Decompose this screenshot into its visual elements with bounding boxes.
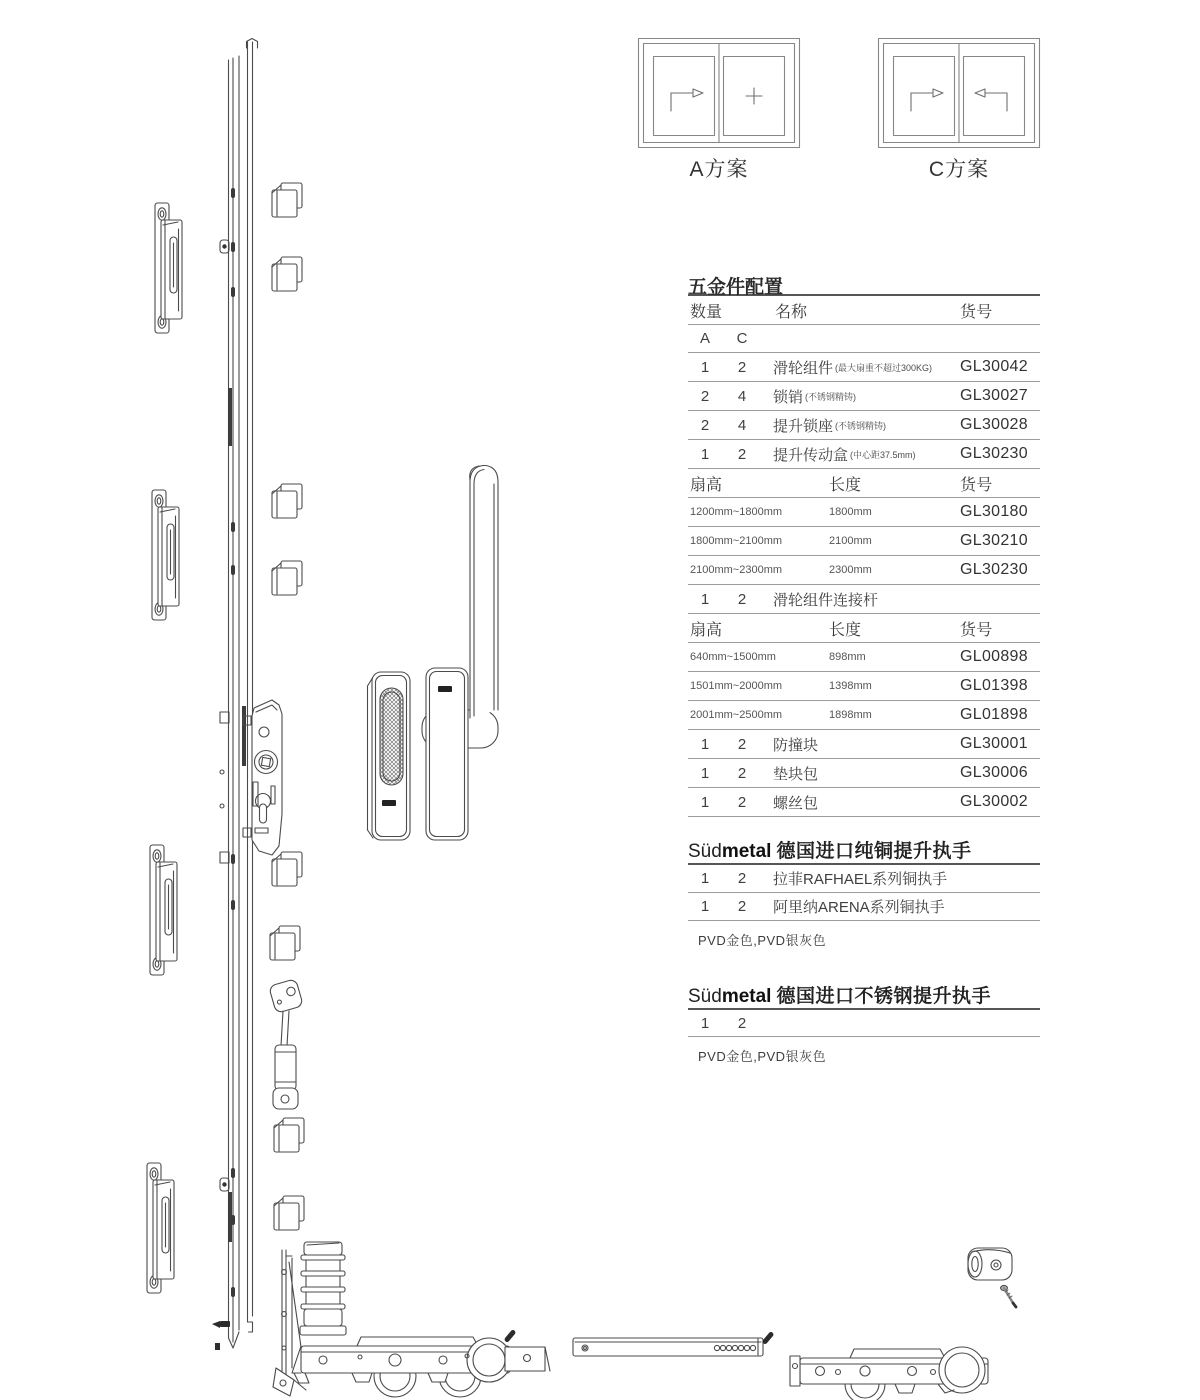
slide-arrow-icon	[911, 89, 943, 111]
size-header-row: 扇高 长度 货号	[688, 469, 1040, 498]
section-title: Südmetal 德国进口不锈钢提升执手	[688, 981, 1040, 1010]
roller-carriage-left-drawing	[292, 1337, 550, 1397]
brand-logo: Südmetal	[688, 841, 772, 862]
table-row: 1 2 拉菲RAFHAEL系列铜执手	[688, 865, 1040, 893]
roller-carriage-right-drawing	[790, 1347, 988, 1400]
connector-strut-drawing	[269, 979, 304, 1109]
size-row: 2100mm~2300mm 2300mm GL30230	[688, 556, 1040, 585]
flush-pull-drawing	[368, 672, 411, 840]
lock-pin-cube-drawing	[272, 561, 302, 595]
table-row: 1 2	[688, 1010, 1040, 1037]
size-row: 2001mm~2500mm 1898mm GL01898	[688, 701, 1040, 730]
lock-pin-cube-drawing	[272, 852, 302, 886]
lock-pin-cube-drawing	[272, 257, 302, 291]
hardware-config-table	[688, 272, 1040, 817]
lock-pin-cube-drawing	[274, 1196, 304, 1230]
plan-a: A	[699, 330, 710, 347]
connecting-bar-drawing	[573, 1338, 763, 1356]
lift-rail-drawing	[215, 39, 258, 1351]
table-title: 五金件配置	[688, 272, 1040, 296]
size-header-row: 扇高 长度 货号	[688, 614, 1040, 643]
lock-keeper-drawing	[150, 845, 177, 975]
lock-pin-cube-drawing	[272, 183, 302, 217]
plan-c-label: C方案	[928, 158, 990, 181]
lock-pin-cube-drawing	[272, 484, 302, 518]
lock-pin-cube-drawing	[270, 926, 300, 960]
table-row: 1 2 滑轮组件 (最大扇重不超过300KG) GL30042	[688, 353, 1040, 382]
brass-handle-section	[688, 836, 1040, 949]
table-row: 1 2 提升传动盒 (中心距37.5mm) GL30230	[688, 440, 1040, 469]
screw-pin-drawing	[504, 1329, 517, 1343]
table-row: 1 2 垫块包 GL30006	[688, 759, 1040, 788]
slide-arrow-left-icon	[975, 89, 1007, 111]
slide-arrow-icon	[671, 89, 703, 111]
plan-a-label: A方案	[689, 158, 749, 181]
lock-keeper-drawing	[155, 203, 182, 333]
screw-pin-drawing	[762, 1331, 775, 1345]
plan-c: C	[736, 330, 748, 347]
steel-handle-section	[688, 981, 1040, 1065]
size-row: 640mm~1500mm 898mm GL00898	[688, 643, 1040, 672]
fixed-plus-icon	[746, 88, 762, 104]
lock-keeper-drawing	[147, 1163, 174, 1293]
gearbox-drawing	[243, 700, 282, 855]
lock-pin-cube-drawing	[274, 1118, 304, 1152]
window-diagram-a	[639, 39, 800, 148]
size-row: 1800mm~2100mm 2100mm GL30210	[688, 527, 1040, 556]
table-row: 1 2 阿里纳ARENA系列铜执手	[688, 893, 1040, 921]
brand-mark	[382, 800, 396, 806]
size-row: 1501mm~2000mm 1398mm GL01398	[688, 672, 1040, 701]
lift-handle-drawing	[422, 466, 498, 841]
lock-knob	[220, 240, 229, 253]
table-row: 1 2 螺丝包 GL30002	[688, 788, 1040, 817]
lock-knob	[220, 1178, 229, 1191]
plan-header-row	[688, 325, 1040, 353]
finish-note: PVD金色,PVD银灰色	[698, 933, 827, 948]
table-row: 2 4 锁销 (不锈钢精铸) GL30027	[688, 382, 1040, 411]
section-title: Südmetal 德国进口纯铜提升执手	[688, 836, 1040, 865]
table-row: 2 4 提升锁座 (不锈钢精铸) GL30028	[688, 411, 1040, 440]
size-row: 1200mm~1800mm 1800mm GL30180	[688, 498, 1040, 527]
lock-keeper-drawing	[152, 490, 179, 620]
anti-collision-block-drawing	[968, 1248, 1012, 1280]
col-header-name: 名称	[775, 303, 808, 321]
brand-logo: Südmetal	[688, 986, 772, 1007]
table-row: 1 2 滑轮组件连接杆	[688, 585, 1040, 614]
screw-drawing	[1001, 1285, 1016, 1307]
window-diagram-c	[879, 39, 1040, 148]
finish-note: PVD金色,PVD银灰色	[698, 1049, 827, 1064]
screw-pin-drawing	[212, 1321, 230, 1328]
col-header-qty: 数量	[690, 303, 723, 321]
corner-guide-block-drawing	[300, 1242, 346, 1335]
brand-mark	[438, 686, 452, 692]
table-header-row	[688, 296, 1040, 325]
table-row: 1 2 防撞块 GL30001	[688, 730, 1040, 759]
col-header-sku: 货号	[960, 303, 993, 321]
